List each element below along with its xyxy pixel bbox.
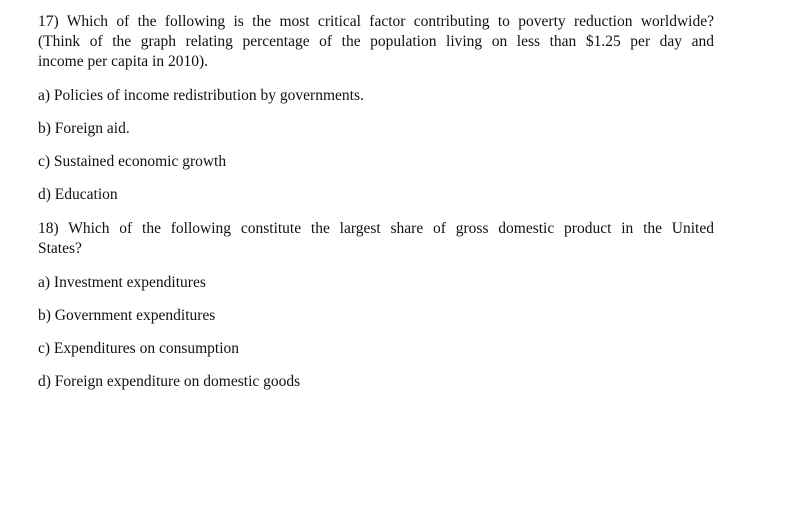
question-stem-line: 18) Which of the following constitute the largest share of gross domestic product in the United	[38, 220, 714, 237]
question-18	[38, 219, 714, 392]
answer-option-c: c) Sustained economic growth	[38, 153, 227, 170]
answer-option-d: d) Foreign expenditure on domestic goods	[38, 373, 301, 390]
answer-option-b: b) Foreign aid.	[38, 120, 130, 137]
question-17	[38, 12, 714, 205]
question-stem	[38, 12, 714, 72]
answer-option-c: c) Expenditures on consumption	[38, 340, 240, 357]
question-stem-line: income per capita in 2010).	[38, 53, 209, 70]
answer-option-a: a) Investment expenditures	[38, 274, 206, 291]
question-stem	[38, 219, 714, 259]
question-stem-line: (Think of the graph relating percentage of the population living on less than $1.25 per day and	[38, 33, 714, 50]
question-stem-line: 17) Which of the following is the most critical factor contributing to poverty reduction worldwide?	[38, 13, 714, 30]
answer-options	[38, 273, 714, 392]
answer-option-b: b) Government expenditures	[38, 307, 216, 324]
answer-options	[38, 86, 714, 205]
answer-option-d: d) Education	[38, 186, 118, 203]
answer-option-a: a) Policies of income redistribution by governments.	[38, 87, 364, 104]
question-stem-line: States?	[38, 240, 82, 257]
